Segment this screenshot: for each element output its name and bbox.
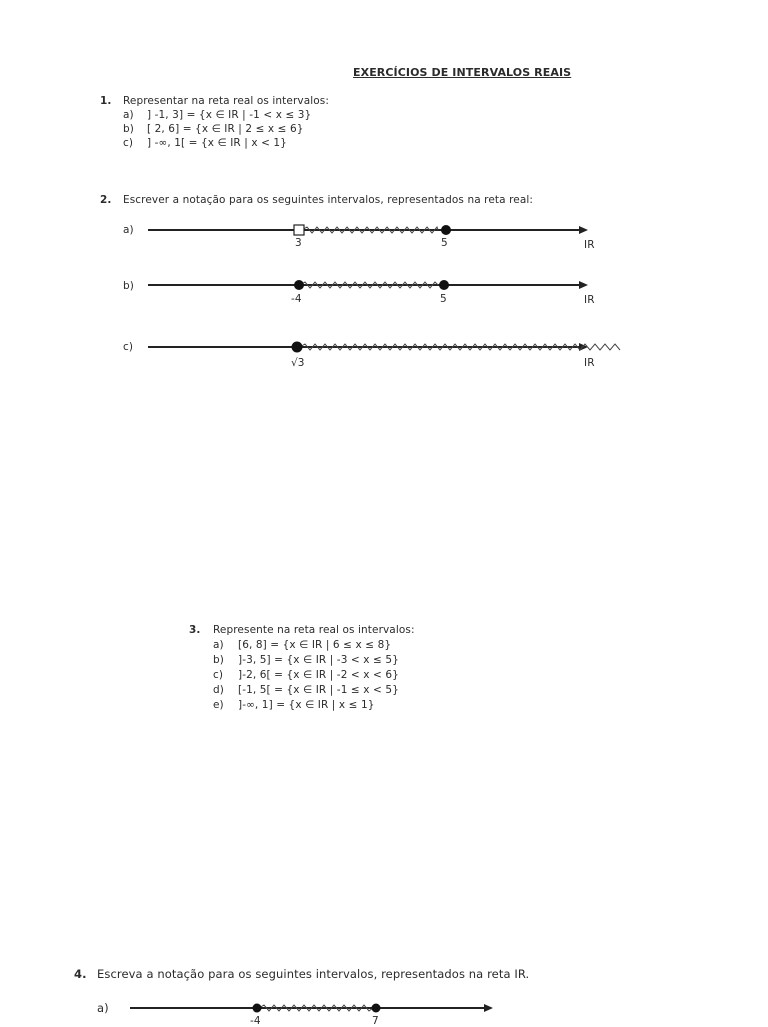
left-value: √3 (291, 357, 305, 369)
item-label: d) (213, 684, 224, 696)
axis-label: IR (584, 239, 595, 251)
right-value: 7 (372, 1015, 379, 1027)
line-label: c) (123, 341, 134, 353)
item-label: c) (123, 137, 134, 149)
closed-endpoint (253, 1004, 262, 1013)
left-value: 3 (295, 237, 302, 249)
right-value: 5 (441, 237, 448, 249)
line-label: a) (123, 224, 134, 236)
item-label: b) (213, 654, 224, 666)
closed-endpoint (372, 1004, 381, 1013)
item-text: ] -1, 3] = {x ∈ IR | -1 < x ≤ 3} (147, 109, 312, 121)
exercise-number: 1. (100, 95, 112, 107)
right-value: 5 (440, 293, 447, 305)
axis-label: IR (584, 357, 595, 369)
line-label: a) (97, 1001, 109, 1015)
exercise-number: 4. (74, 967, 87, 981)
item-text: [ 2, 6] = {x ∈ IR | 2 ≤ x ≤ 6} (147, 123, 304, 135)
exercise-number: 2. (100, 194, 112, 206)
left-value: -4 (291, 293, 302, 305)
item-label: c) (213, 669, 224, 681)
axis-label: IR (584, 294, 595, 306)
line-label: b) (123, 280, 134, 292)
item-label: a) (213, 639, 224, 651)
item-label: a) (123, 109, 134, 121)
exercise-statement: Escreva a notação para os seguintes intervalos, representados na reta IR. (97, 967, 530, 981)
page-title: EXERCÍCIOS DE INTERVALOS REAIS (353, 66, 572, 79)
exercise-statement: Escrever a notação para os seguintes intervalos, representados na reta real: (123, 194, 534, 206)
exercise-statement: Represente na reta real os intervalos: (213, 624, 415, 636)
left-value: -4 (250, 1015, 261, 1027)
item-text: ]-2, 6[ = {x ∈ IR | -2 < x < 6} (238, 669, 399, 681)
item-label: b) (123, 123, 134, 135)
item-label: e) (213, 699, 224, 711)
item-text: ]-∞, 1] = {x ∈ IR | x ≤ 1} (238, 699, 375, 711)
exercise-number: 3. (189, 624, 201, 636)
item-text: ] -∞, 1[ = {x ∈ IR | x < 1} (147, 137, 287, 149)
item-text: [6, 8] = {x ∈ IR | 6 ≤ x ≤ 8} (238, 639, 392, 651)
exercise-statement: Representar na reta real os intervalos: (123, 95, 329, 107)
item-text: [-1, 5[ = {x ∈ IR | -1 ≤ x < 5} (238, 684, 399, 696)
item-text: ]-3, 5] = {x ∈ IR | -3 < x ≤ 5} (238, 654, 399, 666)
